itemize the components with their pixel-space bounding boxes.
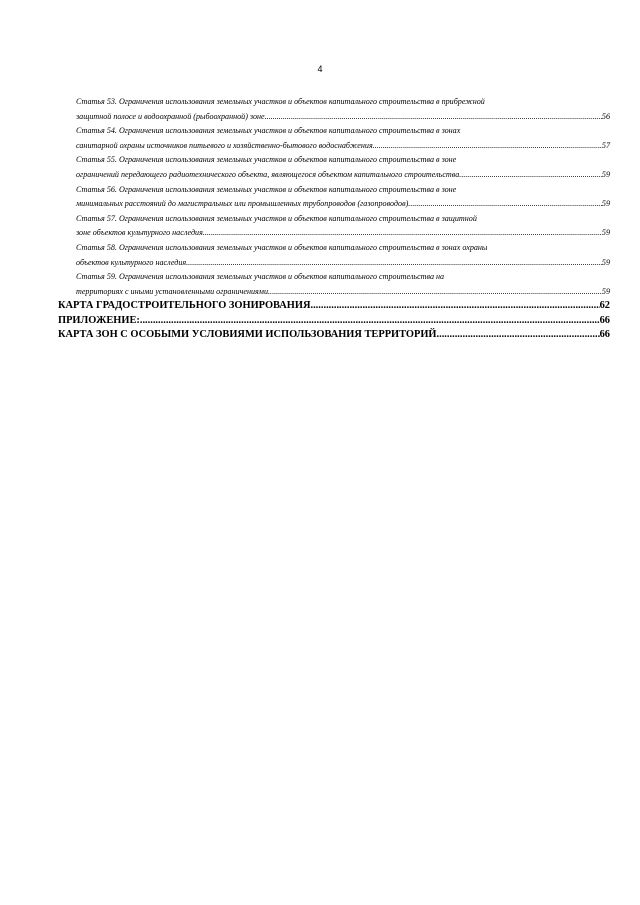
toc-entry-title: Статья 55. Ограничения использования земельных участков и объектов капитального строительства в зоне — [76, 155, 457, 165]
toc-entry-page: 59 — [601, 199, 610, 209]
toc-entry-title-cont: зоне объектов культурного наследия — [76, 228, 203, 238]
toc-entry-article-58[interactable] — [58, 241, 610, 270]
toc-entry-page: 57 — [601, 140, 610, 150]
toc-entry-title: Статья 59. Ограничения использования земельных участков и объектов капитального строительства на — [76, 272, 445, 282]
dot-leader — [408, 197, 602, 212]
toc-entry-article-57[interactable] — [58, 212, 610, 241]
toc-entry-page: 56 — [601, 111, 610, 121]
toc-entry-title: Статья 58. Ограничения использования земельных участков и объектов капитального строительства в зонах охраны — [76, 242, 488, 252]
toc-entry-page: 59 — [601, 286, 610, 296]
dot-leader — [459, 168, 602, 183]
toc-major-appendix[interactable] — [58, 314, 610, 328]
table-of-contents — [58, 95, 610, 343]
toc-major-special-zones-map[interactable] — [58, 328, 610, 342]
toc-major-page: 66 — [599, 329, 610, 341]
toc-entry-title-cont: территориях с иными установленными ограничениями — [76, 286, 269, 296]
toc-entry-page: 59 — [601, 257, 610, 267]
toc-major-page: 62 — [599, 300, 610, 312]
toc-entry-title: Статья 54. Ограничения использования земельных участков и объектов капитального строительства в зонах — [76, 126, 461, 136]
page-number: 4 — [317, 64, 323, 74]
toc-entry-article-59[interactable] — [58, 270, 610, 299]
toc-entry-title-cont: минимальных расстояний до магистральных или промышленных трубопроводов (газопроводов) — [76, 199, 409, 209]
toc-major-title: КАРТА ГРАДОСТРОИТЕЛЬНОГО ЗОНИРОВАНИЯ — [58, 300, 311, 312]
toc-entry-article-55[interactable] — [58, 153, 610, 182]
dot-leader — [140, 314, 600, 328]
toc-major-zoning-map[interactable] — [58, 299, 610, 313]
toc-entry-article-56[interactable] — [58, 183, 610, 212]
toc-entry-article-54[interactable] — [58, 124, 610, 153]
toc-entry-article-53[interactable] — [58, 95, 610, 124]
dot-leader — [310, 299, 599, 313]
toc-entry-title-cont: ограничений передающего радиотехнического объекта, являющегося объектом капитального строительства — [76, 169, 460, 179]
dot-leader — [373, 139, 602, 154]
toc-entry-title-cont: объектов культурного наследия — [76, 257, 187, 267]
toc-entry-title-cont: санитарной охраны источников питьевого и хозяйственно-бытового водоснабжения — [76, 140, 373, 150]
dot-leader — [186, 256, 602, 271]
toc-entry-page: 59 — [601, 169, 610, 179]
toc-entry-title: Статья 56. Ограничения использования земельных участков и объектов капитального строительства в зоне — [76, 184, 457, 194]
toc-major-title: ПРИЛОЖЕНИЕ: — [58, 314, 140, 326]
toc-entry-page: 59 — [601, 228, 610, 238]
toc-entry-title: Статья 53. Ограничения использования земельных участков и объектов капитального строительства в прибрежной — [76, 97, 485, 106]
toc-major-page: 66 — [599, 314, 610, 326]
dot-leader — [268, 285, 602, 300]
dot-leader — [203, 226, 602, 241]
dot-leader — [437, 328, 600, 342]
toc-entry-title-cont: защитной полосе и водоохранной (рыбоохранной) зоне — [76, 111, 265, 121]
toc-entry-title: Статья 57. Ограничения использования земельных участков и объектов капитального строительства в защитной — [76, 213, 477, 223]
toc-major-title: КАРТА ЗОН С ОСОБЫМИ УСЛОВИЯМИ ИСПОЛЬЗОВАНИЯ ТЕРРИТОРИЙ — [58, 329, 437, 341]
dot-leader — [265, 110, 602, 125]
